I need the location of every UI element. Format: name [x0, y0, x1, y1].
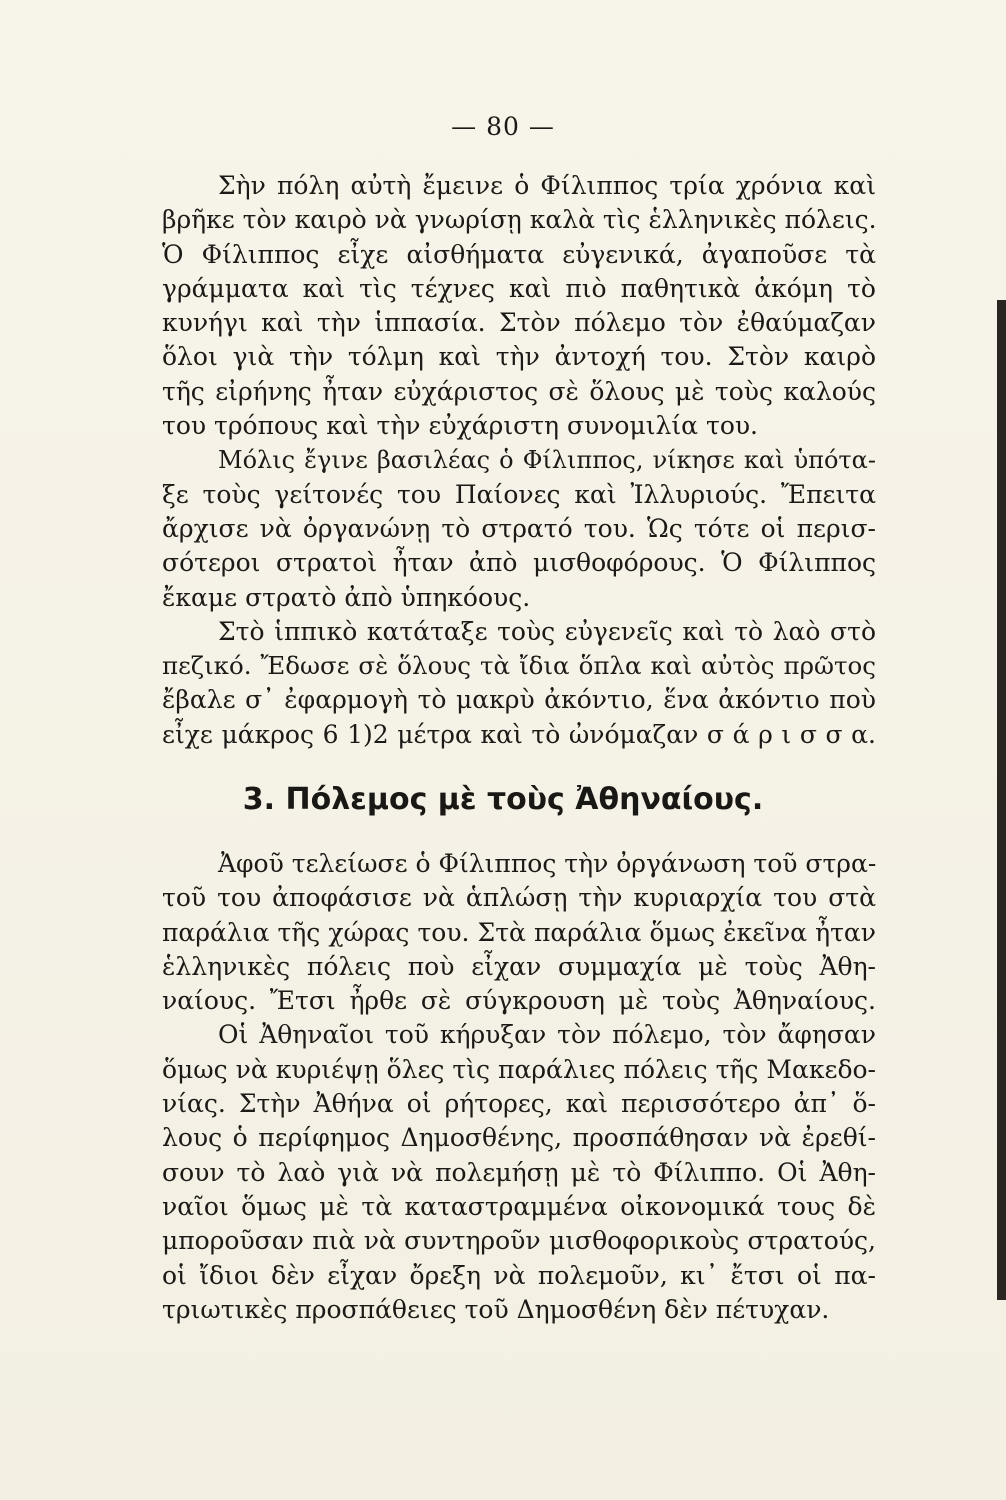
text-line: σότεροι στρατοὶ ἦταν ἀπὸ μισθοφόρους. Ὁ Φίλιππος — [162, 548, 876, 578]
text-line: ξε τοὺς γείτονές του Παίονες καὶ Ἰλλυριούς. Ἔπειτα — [162, 479, 876, 509]
text-line: του τρόπους καὶ τὴν εὐχάριστη συνομιλία του. — [162, 411, 759, 441]
text-line: ναῖοι ὅμως μὲ τὰ καταστραμμένα οἰκονομικά τους δὲ — [162, 1191, 876, 1221]
text-line: Στὸ ἱππικὸ κατάταξε τοὺς εὐγενεῖς καὶ τὸ λαὸ στὸ — [218, 616, 876, 646]
text-line: τοῦ του ἀποφάσισε νὰ ἁπλώσῃ τὴν κυριαρχία του στὰ — [162, 883, 876, 913]
text-line: οἱ ἴδιοι δὲν εἶχαν ὄρεξη νὰ πολεμοῦν, κι᾽ ἔτσι οἱ πα- — [162, 1260, 876, 1290]
text-line: ἄρχισε νὰ ὀργανώνῃ τὸ στρατό του. Ὡς τότε οἱ περισ- — [162, 513, 876, 543]
text-line: Ὁ Φίλιππος εἶχε αἰσθήματα εὐγενικά, ἀγαποῦσε τὰ — [162, 239, 876, 269]
text-line: πεζικό. Ἔδωσε σὲ ὅλους τὰ ἴδια ὅπλα καὶ αὐτὸς πρῶτος — [162, 651, 876, 681]
text-line: παράλια τῆς χώρας του. Στὰ παράλια ὅμως ἐκεῖνα ἦταν — [162, 917, 876, 947]
text-line: ἑλληνικὲς πόλεις ποὺ εἶχαν συμμαχία μὲ τοὺς Ἀθη- — [162, 951, 876, 981]
text-line: ἔβαλε σ᾽ ἐφαρμογὴ τὸ μακρὺ ἀκόντιο, ἕνα ἀκόντιο ποὺ — [162, 685, 876, 715]
section-heading: 3. Πόλεμος μὲ τοὺς Ἀθηναίους. — [242, 782, 764, 817]
text-line: Ἀφοῦ τελείωσε ὁ Φίλιππος τὴν ὀργάνωση τοῦ στρα- — [218, 849, 877, 878]
text-line: τῆς εἰρήνης ἦταν εὐχάριστος σὲ ὅλους μὲ τοὺς καλούς — [162, 376, 876, 406]
text-line: Μόλις ἔγινε βασιλέας ὁ Φίλιππος, νίκησε καὶ ὑπότα- — [218, 446, 876, 475]
text-line: ἔκαμε στρατὸ ἀπὸ ὑπηκόους. — [162, 582, 531, 612]
text-line: βρῆκε τὸν καιρὸ νὰ γνωρίσῃ καλὰ τὶς ἑλληνικὲς πόλεις. — [162, 205, 877, 235]
text-line: ναίους. Ἔτσι ἦρθε σὲ σύγκρουση μὲ τοὺς Ἀθηναίους. — [162, 986, 876, 1016]
page-number: — 80 — — [451, 112, 555, 141]
paragraphs-block-2 — [162, 847, 876, 1327]
text-line: λους ὁ περίφημος Δημοσθένης, προσπάθησαν νὰ ἐρεθί- — [162, 1123, 876, 1153]
text-line: Οἱ Ἀθηναῖοι τοῦ κήρυξαν τὸν πόλεμο, τὸν ἄφησαν — [218, 1020, 876, 1050]
paragraphs-block-1 — [162, 169, 876, 752]
text-line: μποροῦσαν πιὰ νὰ συντηροῦν μισθοφορικοὺς στρατούς, — [162, 1226, 876, 1256]
text-line: ὅμως νὰ κυριέψῃ ὅλες τὶς παράλιες πόλεις τῆς Μακεδο- — [162, 1054, 876, 1084]
text-line: σουν τὸ λαὸ γιὰ νὰ πολεμήσῃ μὲ τὸ Φίλιππο. Οἱ Ἀθη- — [162, 1157, 876, 1187]
text-line: τριωτικὲς προσπάθειες τοῦ Δημοσθένη δὲν πέτυχαν. — [162, 1294, 830, 1324]
text-line: γράμματα καὶ τὶς τέχνες καὶ πιὸ παθητικὰ ἀκόμη τὸ — [162, 273, 876, 303]
text-line: νίας. Στὴν Ἀθήνα οἱ ρήτορες, καὶ περισσότερο ἀπ᾽ ὅ- — [162, 1089, 876, 1119]
text-line: Σὴν πόλη αὐτὴ ἔμεινε ὁ Φίλιππος τρία χρόνια καὶ — [218, 171, 876, 200]
text-line: ὅλοι γιὰ τὴν τόλμη καὶ τὴν ἀντοχή του. Στὸν καιρὸ — [162, 342, 876, 372]
text-line: κυνήγι καὶ τὴν ἱππασία. Στὸν πόλεμο τὸν ἐθαύμαζαν — [162, 308, 876, 338]
text-line: εἶχε μάκρος 6 1)2 μέτρα καὶ τὸ ὠνόμαζαν σ ά ρ ι σ σ α. — [162, 719, 876, 749]
